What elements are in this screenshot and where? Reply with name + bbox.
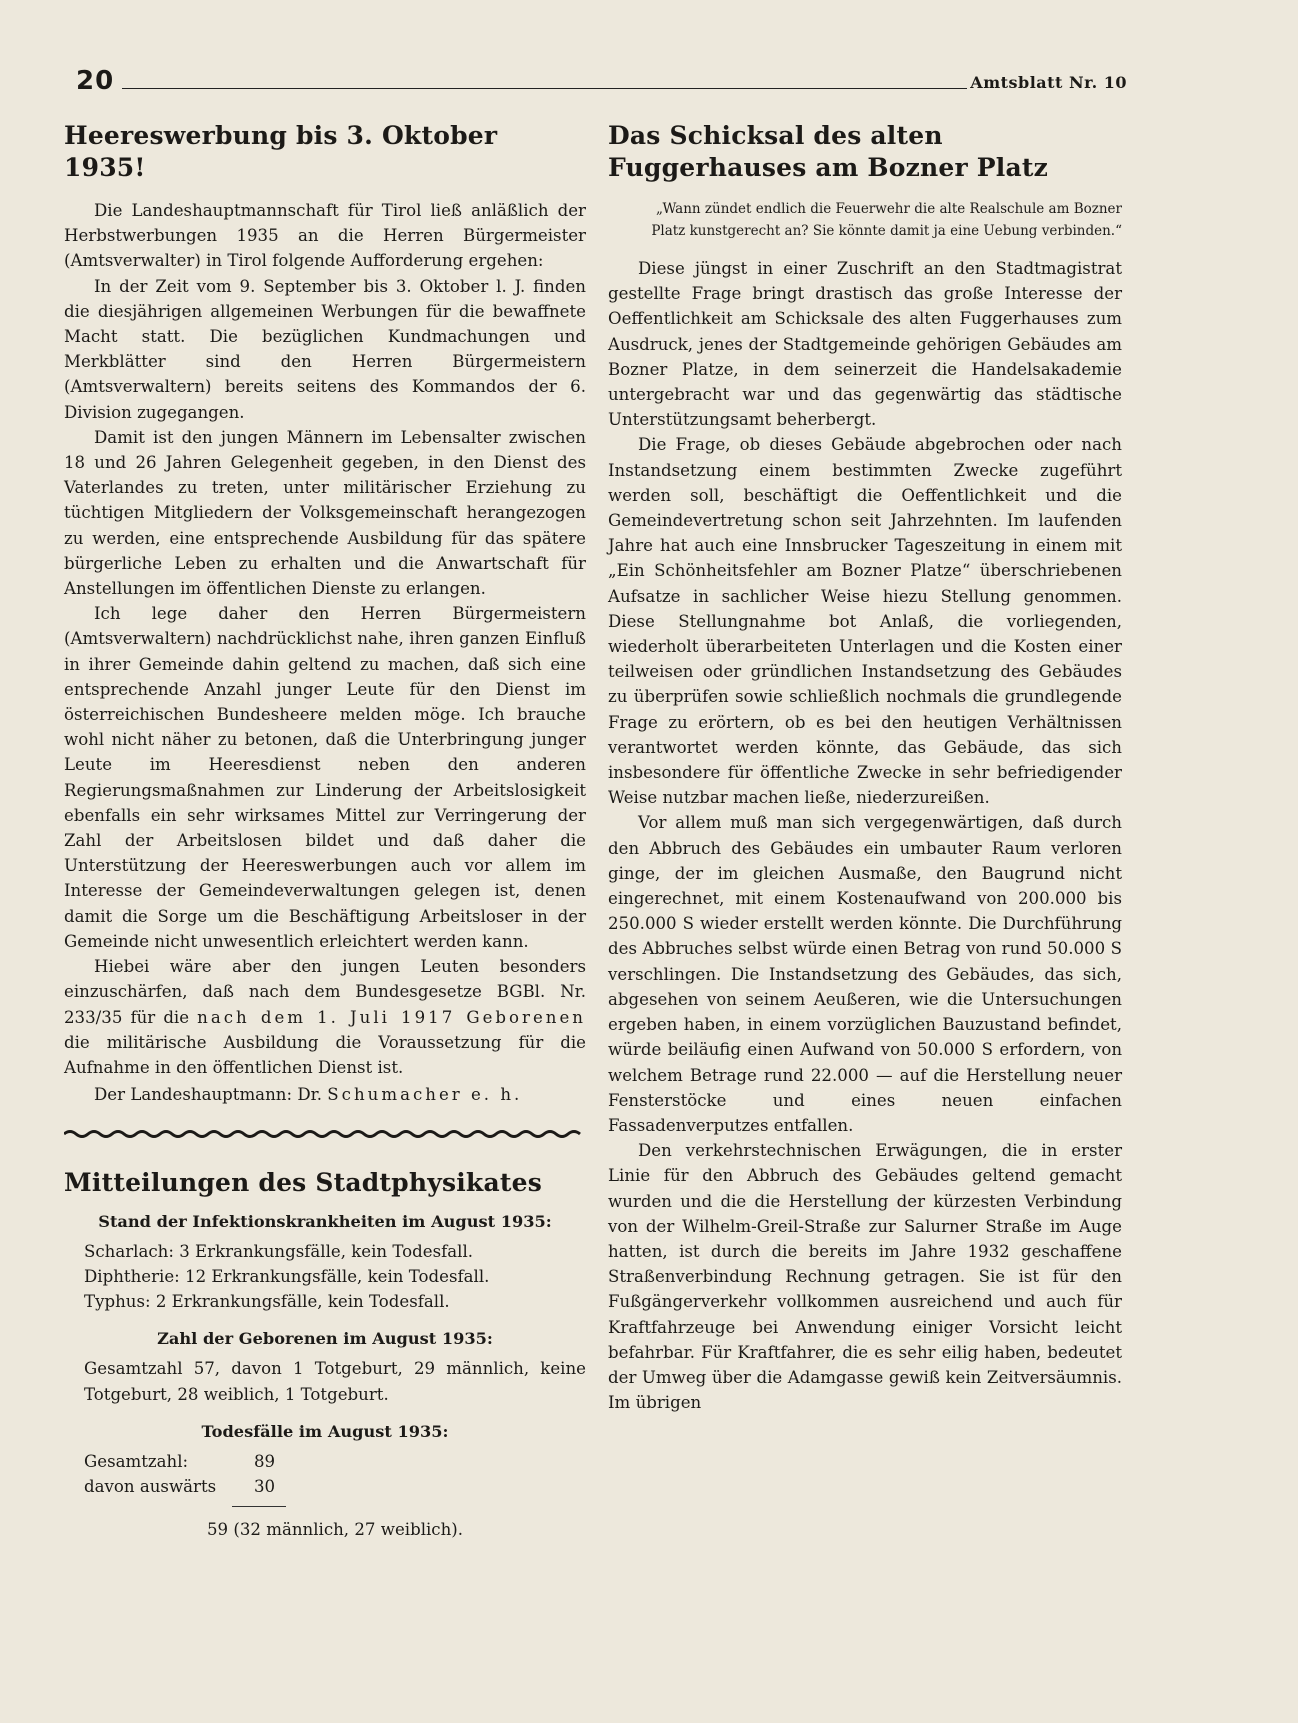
paragraph: Vor allem muß man sich vergegenwärtigen, daß durch den Abbruch des Gebäudes ein umbauter Raum verloren ginge, der im gleichen Ausmaße, den Baugrund nicht eingerechnet, mit einem Kostenaufwand von 200.000 bis 250.000 S wieder erstellt werden könnte. Die Durchführung des Abbruches selbst würde einen Betrag von rund 50.000 S verschlingen. Die Instandsetzung des Gebäudes, das sich, abgesehen von seinem Aeußeren, wie die Untersuchungen ergeben haben, in einem vorzüglichen Bauzustand befindet, würde beiläufig einen Aufwand von 50.000 S erfordern, von welchem Betrage rund 22.000 — auf die Herstellung neuer Fensterstöcke und eines neuen einfachen Fassadenverputzes entfallen. xyxy=(608,813,1122,1135)
paragraph-text: die militärische Ausbildung die Voraussetzung für die Aufnahme in den öffentlichen Dienst ist. xyxy=(64,1032,586,1077)
deaths-row xyxy=(84,1449,586,1474)
paragraph: Die Frage, ob dieses Gebäude abgebrochen oder nach Instandsetzung einem bestimmten Zwecke zugeführt werden soll, beschäftigt die Oeffentlichkeit und die Gemeindevertretung schon seit Jahrzehnten. Im laufenden Jahre hat auch eine Innsbrucker Tageszeitung in einem mit „Ein Schönheitsfehler am Bozner Platze“ überschriebenen Aufsatze in sachlicher Weise hiezu Stellung genommen. Diese Stellungnahme bot Anlaß, die vorliegenden, wiederholt überarbeiteten Unterlagen und die Kosten einer teilweisen oder gründlichen Instandsetzung des Gebäudes zu überprüfen sowie schließlich nochmals die grundlegende Frage zu erörtern, ob es bei den heutigen Verhältnissen verantwortet werden könnte, das Gebäude, das sich insbesondere für öffentliche Zwecke in sehr befriedigender Weise nutzbar machen ließe, niederzureißen. xyxy=(608,435,1122,808)
page-header xyxy=(72,66,1127,100)
epigraph-quote: „Wann zündet endlich die Feuerwehr die alte Realschule am Bozner Platz kunstgerecht an? Sie könnte damit ja eine Uebung verbinden.“ xyxy=(651,201,1122,239)
paragraph: Die Landeshauptmannschaft für Tirol ließ anläßlich der Herbstwerbungen 1935 an die Herren Bürgermeister (Amtsverwalter) in Tirol folgende Aufforderung ergehen: xyxy=(64,201,586,271)
paragraph xyxy=(64,954,586,1080)
deaths-table xyxy=(64,1449,586,1499)
infections-heading: Stand der Infektionskrankheiten im August 1935: xyxy=(98,1212,552,1232)
deaths-value: 89 xyxy=(254,1451,276,1471)
article-title-fuggerhaus: Das Schicksal des alten Fuggerhauses am Bozner Platz xyxy=(608,121,1048,182)
deaths-label: davon auswärts xyxy=(84,1476,217,1496)
infection-entry: Typhus: 2 Erkrankungsfälle, kein Todesfall. xyxy=(84,1292,450,1312)
births-text: Gesamtzahl 57, davon 1 Totgeburt, 29 männlich, keine Totgeburt, 28 weiblich, 1 Totgeburt. xyxy=(84,1359,586,1404)
section-divider xyxy=(64,1129,586,1139)
emphasized-text: nach dem 1. Juli 1917 Geborenen xyxy=(197,1007,586,1027)
infection-entry: Scharlach: 3 Erkrankungsfälle, kein Todesfall. xyxy=(84,1242,474,1262)
signature xyxy=(64,1082,586,1107)
deaths-total: 59 (32 männlich, 27 weiblich). xyxy=(206,1519,464,1539)
births-heading: Zahl der Geborenen im August 1935: xyxy=(157,1329,493,1349)
header-rule xyxy=(122,88,967,89)
right-column xyxy=(608,110,1122,1415)
signature-name: Schumacher e. h. xyxy=(327,1085,523,1105)
deaths-value: 30 xyxy=(254,1476,276,1496)
paragraph-text: Hiebei wäre aber den jungen Leuten besonders einzuschärfen, daß nach dem Bundesgesetze BGBl. Nr. 233/35 für die xyxy=(64,957,586,1027)
deaths-heading: Todesfälle im August 1935: xyxy=(201,1421,449,1441)
paragraph: Damit ist den jungen Männern im Lebensalter zwischen 18 und 26 Jahren Gelegenheit gegeben, in den Dienst des Vaterlandes zu treten, unter militärischer Erziehung zu tüchtigen Mitgliedern der Volksgemeinschaft herangezogen zu werden, eine entsprechende Ausbildung für das spätere bürgerliche Leben zu erhalten und die Anwartschaft für Anstellungen im öffentlichen Dienste zu erlangen. xyxy=(64,427,586,599)
publication-title: Amtsblatt Nr. 10 xyxy=(970,73,1127,92)
paragraph: Ich lege daher den Herren Bürgermeistern (Amtsverwaltern) nachdrücklichst nahe, ihren ganzen Einfluß in ihrer Gemeinde dahin geltend zu machen, daß sich eine entsprechende Anzahl junger Leute für den Dienst im österreichischen Bundesheere melden möge. Ich brauche wohl nicht näher zu betonen, daß die Unterbringung junger Leute im Heeresdienst neben den anderen Regierungsmaßnahmen zur Linderung der Arbeitslosigkeit ebenfalls ein sehr wirksames Mittel zur Verringerung der Zahl der Arbeitslosen bildet und daß daher die Unterstützung der Heereswerbungen auch vor allem im Interesse der Gemeindeverwaltungen gelegen ist, denen damit die Sorge um die Beschäftigung Arbeitsloser in der Gemeinde nicht unwesentlich erleichtert werden kann. xyxy=(64,604,586,951)
article-title-stadtphysikat: Mitteilungen des Stadtphysikates xyxy=(64,1168,542,1198)
signature-prefix: Der Landeshauptmann: Dr. xyxy=(94,1085,323,1105)
paragraph: Diese jüngst in einer Zuschrift an den Stadtmagistrat gestellte Frage bringt drastisch das große Interesse der Oeffentlichkeit am Schicksale des alten Fuggerhauses zum Ausdruck, jenes der Stadtgemeinde gehörigen Gebäudes am Bozner Platze, in dem seinerzeit die Handelsakademie untergebracht war und das gegenwärtig das städtische Unterstützungsamt beherbergt. xyxy=(608,259,1122,430)
paragraph: In der Zeit vom 9. September bis 3. Oktober l. J. finden die diesjährigen allgemeinen Werbungen für die bewaffnete Macht statt. Die bezüglichen Kundmachungen und Merkblätter sind den Herren Bürgermeistern (Amtsverwaltern) bereits seitens des Kommandos der 6. Division zugegangen. xyxy=(64,276,586,422)
paragraph: Den verkehrstechnischen Erwägungen, die in erster Linie für den Abbruch des Gebäudes geltend gemacht wurden und die die Herstellung der kürzesten Verbindung von der Wilhelm-Greil-Straße zur Salurner Straße im Auge hatten, ist durch die bereits im Jahre 1932 geschaffene Straßenverbindung Rechnung getragen. Sie ist für den Fußgängerverkehr vollkommen ausreichend und auch für Kraftfahrzeuge bei Anwendung einiger Vorsicht leicht befahrbar. Für Kraftfahrer, die es sehr eilig haben, bedeutet der Umweg über die Adamgasse gewiß kein Zeitversäumnis. Im übrigen xyxy=(608,1141,1122,1413)
infection-entry: Diphtherie: 12 Erkrankungsfälle, kein Todesfall. xyxy=(84,1267,490,1287)
sum-rule xyxy=(232,1506,286,1507)
left-column xyxy=(64,110,586,1542)
deaths-label: Gesamtzahl: xyxy=(84,1451,189,1471)
deaths-row xyxy=(84,1474,586,1499)
page-number: 20 xyxy=(76,66,115,96)
article-title-heereswerbung: Heereswerbung bis 3. Oktober 1935! xyxy=(64,121,498,182)
